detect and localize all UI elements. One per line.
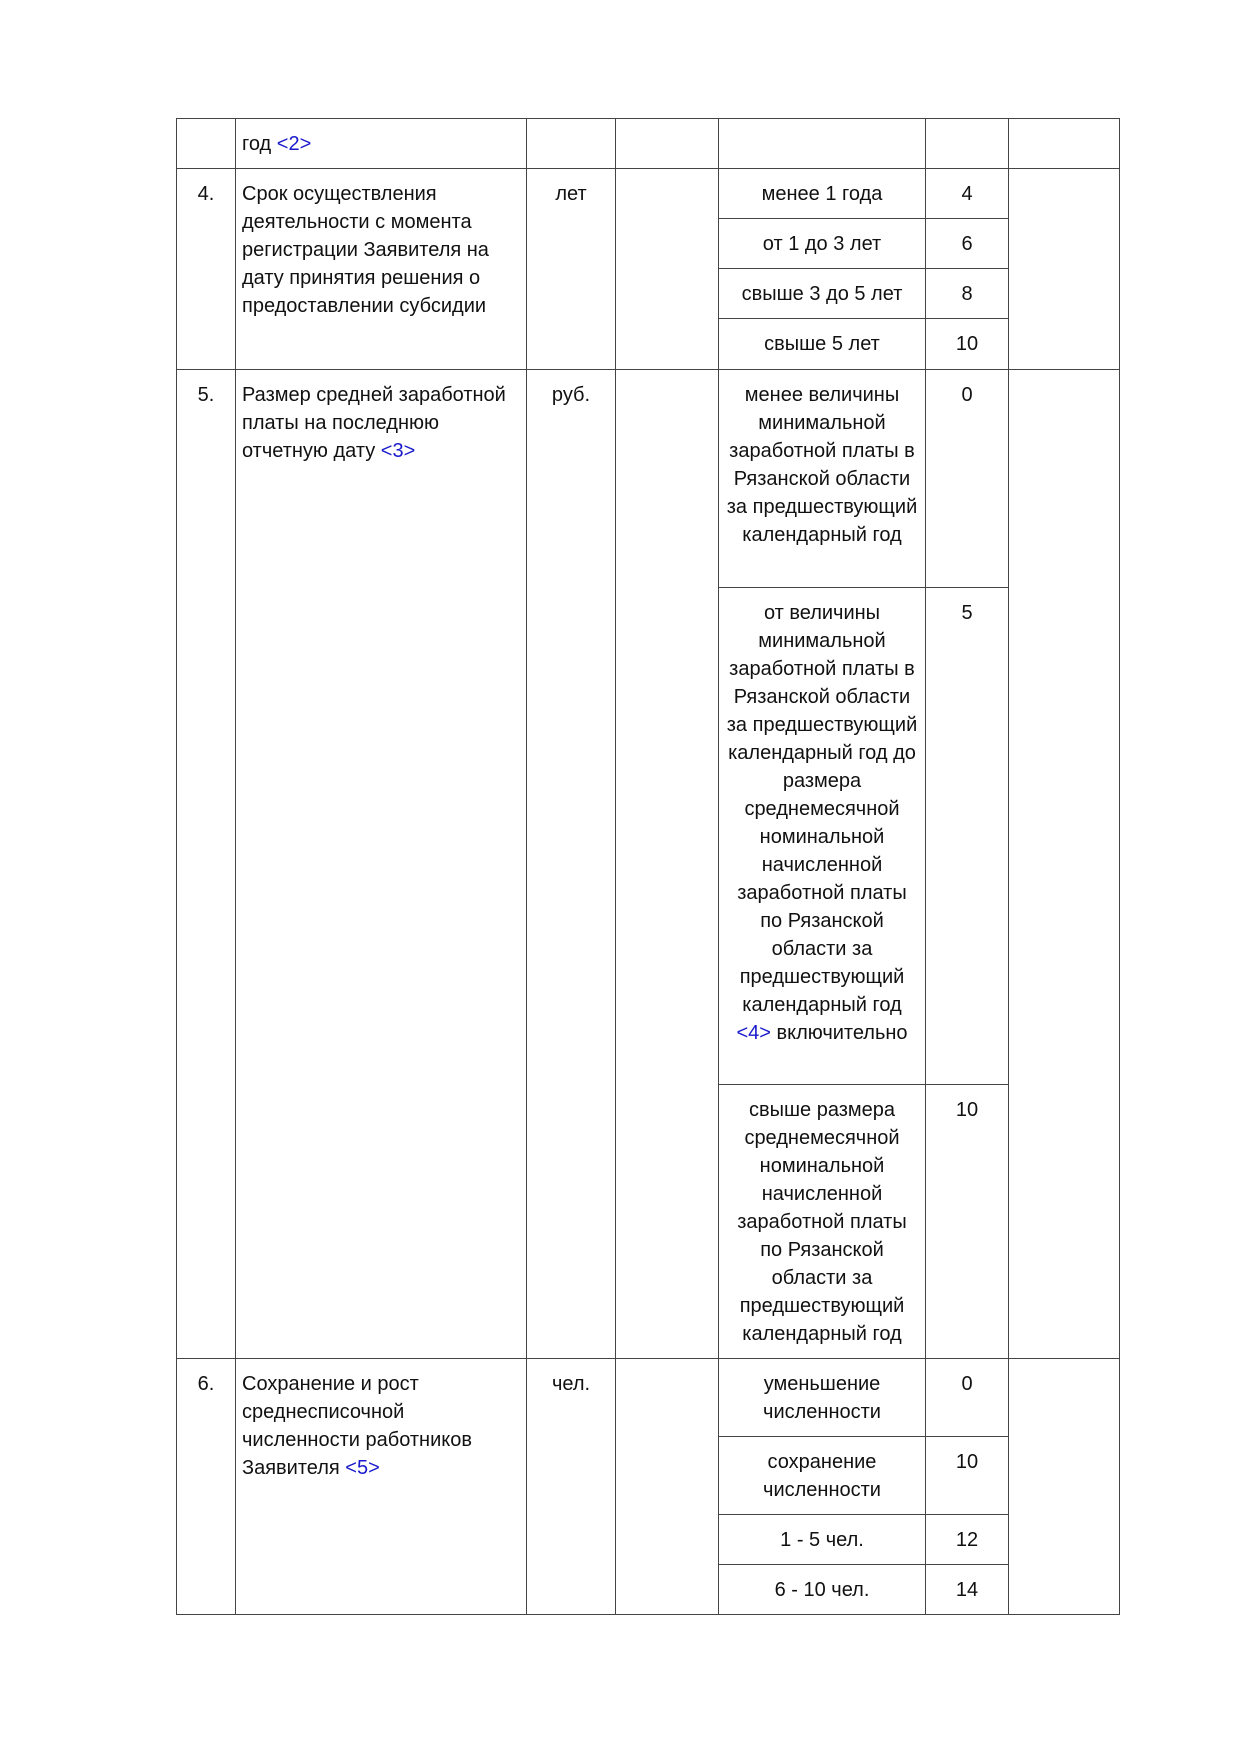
score: 10 [926, 1437, 1009, 1515]
footnote-link[interactable]: <3> [380, 440, 416, 462]
table-row [177, 119, 1120, 169]
indicator-name: Размер средней заработной платы на последнюю отчетную дату <3> [236, 370, 527, 1359]
criterion: от величины минимальной заработной платы в Рязанской области за предшествующий календарный год до размера среднемесячной номинальной начисленной заработной платы по Рязанской области за предшествующий календарный год <4> включительно [719, 588, 926, 1085]
score: 6 [926, 219, 1009, 269]
score: 10 [926, 319, 1009, 370]
empty-cell [1009, 169, 1120, 370]
table-row [177, 169, 1120, 219]
empty-cell [1009, 1359, 1120, 1615]
criterion: свыше 5 лет [719, 319, 926, 370]
criterion: свыше размера среднемесячной номинальной начисленной заработной платы по Рязанской области за предшествующий календарный год [719, 1085, 926, 1359]
criterion [719, 119, 926, 169]
table-row [177, 1359, 1120, 1437]
score: 8 [926, 269, 1009, 319]
score: 4 [926, 169, 1009, 219]
criterion: менее 1 года [719, 169, 926, 219]
row-number: 4. [177, 169, 236, 370]
indicator-name: год <2> [236, 119, 527, 169]
empty-cell [616, 169, 719, 370]
row-number: 6. [177, 1359, 236, 1615]
table-row [177, 370, 1120, 588]
score [926, 119, 1009, 169]
score: 0 [926, 1359, 1009, 1437]
criterion: уменьшение численности [719, 1359, 926, 1437]
empty-cell [616, 119, 719, 169]
empty-cell [616, 1359, 719, 1615]
row-number: 5. [177, 370, 236, 1359]
footnote-link[interactable]: <5> [345, 1457, 380, 1479]
criterion: свыше 3 до 5 лет [719, 269, 926, 319]
criterion: 6 - 10 чел. [719, 1565, 926, 1615]
criteria-table [176, 118, 1120, 1615]
criterion: 1 - 5 чел. [719, 1515, 926, 1565]
score: 10 [926, 1085, 1009, 1359]
indicator-name: Сохранение и рост среднесписочной численности работников Заявителя <5> [236, 1359, 527, 1615]
score: 0 [926, 370, 1009, 588]
criterion: от 1 до 3 лет [719, 219, 926, 269]
empty-cell [1009, 370, 1120, 1359]
criterion: менее величины минимальной заработной платы в Рязанской области за предшествующий календарный год [719, 370, 926, 588]
unit: руб. [527, 370, 616, 1359]
criterion: сохранение численности [719, 1437, 926, 1515]
unit [527, 119, 616, 169]
footnote-link[interactable]: <4> [736, 1022, 771, 1044]
footnote-link[interactable]: <2> [276, 133, 312, 155]
score: 5 [926, 588, 1009, 1085]
unit: лет [527, 169, 616, 370]
indicator-name: Срок осуществления деятельности с момента регистрации Заявителя на дату принятия решения о предоставлении субсидии [236, 169, 527, 370]
score: 12 [926, 1515, 1009, 1565]
row-number [177, 119, 236, 169]
empty-cell [1009, 119, 1120, 169]
score: 14 [926, 1565, 1009, 1615]
empty-cell [616, 370, 719, 1359]
unit: чел. [527, 1359, 616, 1615]
